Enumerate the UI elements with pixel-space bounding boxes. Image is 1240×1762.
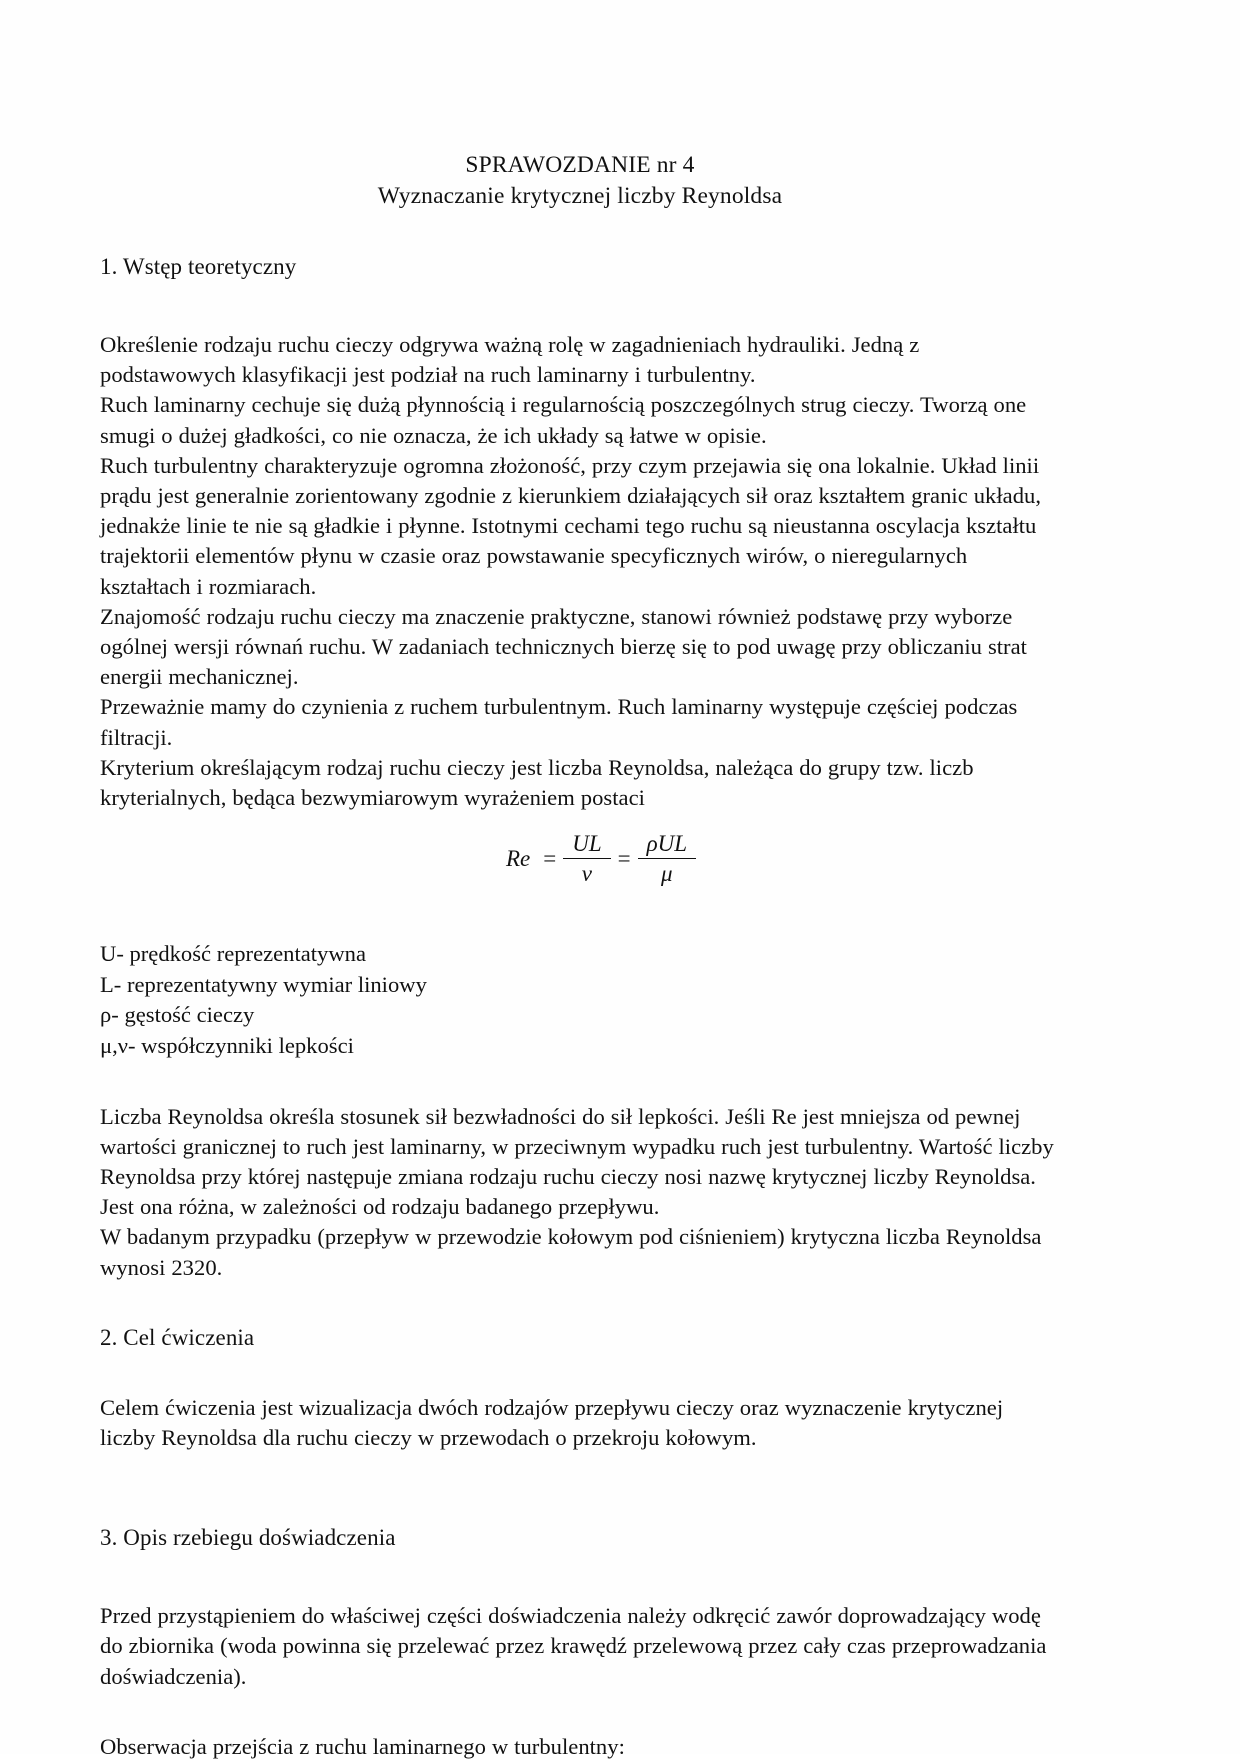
variable-definitions-list	[100, 939, 1060, 1061]
list-item: μ,ν- współczynniki lepkości	[100, 1033, 354, 1059]
section-1-paragraph-2: Ruch laminarny cechuje się dużą płynnością i regularnością poszczególnych strug cieczy. Tworzą one smugi o dużej gładkości, co nie oznacza, że ich układy są łatwe w opisie.	[100, 392, 1027, 448]
formula-equals-1: =	[543, 846, 557, 872]
document-body	[100, 150, 1060, 1762]
formula-denominator-mu: μ	[661, 861, 673, 887]
formula-fraction-dynamic	[638, 832, 696, 887]
title-line-1: SPRAWOZDANIE nr 4	[465, 152, 695, 178]
section-1-paragraph-1: Określenie rodzaju ruchu cieczy odgrywa ważną rolę w zagadnieniach hydrauliki. Jedną z podstawowych klasyfikacji jest podział na ruch laminarny i turbulentny.	[100, 332, 920, 388]
section-3-paragraph-2: Obserwacja przejścia z ruchu laminarnego w turbulentny:	[100, 1733, 625, 1759]
list-item: U- prędkość reprezentatywna	[100, 941, 366, 967]
section-1-paragraph-3: Ruch turbulentny charakteryzuje ogromna złożoność, przy czym przejawia się ona lokalnie. Układ linii prądu jest generalnie zorientowany zgodnie z kierunkiem działających sił oraz kształtem granic układu, jednakże linie te nie są gładkie i płynne. Istotnymi cechami tego ruchu są nieustanna oscylacja kształtu trajektorii elementów płynu w czasie oraz powstawanie specyficznych wirów, o nieregularnych kształtach i rozmiarach.	[100, 452, 1042, 599]
section-1-paragraph-6: Kryterium określającym rodzaj ruchu cieczy jest liczba Reynoldsa, należąca do grupy tzw. liczb kryterialnych, będąca bezwymiarowym wyrażeniem postaci	[100, 754, 974, 811]
list-item: ρ- gęstość cieczy	[100, 1002, 255, 1028]
section-2-paragraph-1: Celem ćwiczenia jest wizualizacja dwóch rodzajów przepływu cieczy oraz wyznaczenie krytycznej liczby Reynoldsa dla ruchu cieczy w przewodach o przekroju kołowym.	[100, 1394, 1004, 1451]
section-3-paragraph-1: Przed przystąpieniem do właściwej części doświadczenia należy odkręcić zawór doprowadzający wodę do zbiornika (woda powinna się przelewać przez krawędź przelewową przez cały czas przeprowadzania doświadczenia).	[100, 1603, 1047, 1689]
section-1-paragraph-7: Liczba Reynoldsa określa stosunek sił bezwładności do sił lepkości. Jeśli Re jest mniejsza od pewnej wartości granicznej to ruch jest laminarny, w przeciwnym wypadku ruch jest turbulentny. Wartość liczby Reynoldsa przy której następuje zmiana rodzaju ruchu cieczy nosi nazwę krytycznej liczby Reynoldsa. Jest ona różna, w zależności od rodzaju badanego przepływu.	[100, 1103, 1054, 1220]
list-item: L- reprezentatywny wymiar liniowy	[100, 971, 427, 997]
formula-numerator-ul: UL	[572, 830, 602, 856]
formula-equals-2: =	[617, 846, 631, 872]
formula-denominator-nu: ν	[581, 861, 593, 887]
section-2-heading: 2. Cel ćwiczenia	[100, 1324, 255, 1350]
section-3-heading: 3. Opis rzebiegu doświadczenia	[100, 1525, 396, 1551]
section-1-paragraph-8: W badanym przypadku (przepływ w przewodzie kołowym pod ciśnieniem) krytyczna liczba Reynoldsa wynosi 2320.	[100, 1224, 1042, 1280]
formula-fraction-kinematic	[563, 832, 610, 887]
section-1-heading: 1. Wstęp teoretyczny	[100, 254, 297, 279]
page-title	[100, 150, 1060, 212]
formula-numerator-rho-ul: ρUL	[646, 830, 688, 856]
reynolds-number-formula	[100, 813, 1060, 905]
section-1-paragraph-4: Znajomość rodzaju ruchu cieczy ma znaczenie praktyczne, stanowi również podstawę przy wyborze ogólnej wersji równań ruchu. W zadaniach technicznych bierzę się to pod uwagę przy obliczaniu strat energii mechanicznej.	[100, 603, 1027, 690]
title-line-2: Wyznaczanie krytycznej liczby Reynoldsa	[377, 183, 783, 209]
formula-lhs-re: Re	[505, 846, 531, 872]
section-1-paragraph-5: Przeważnie mamy do czynienia z ruchem turbulentnym. Ruch laminarny występuje częściej podczas filtracji.	[100, 694, 1018, 750]
